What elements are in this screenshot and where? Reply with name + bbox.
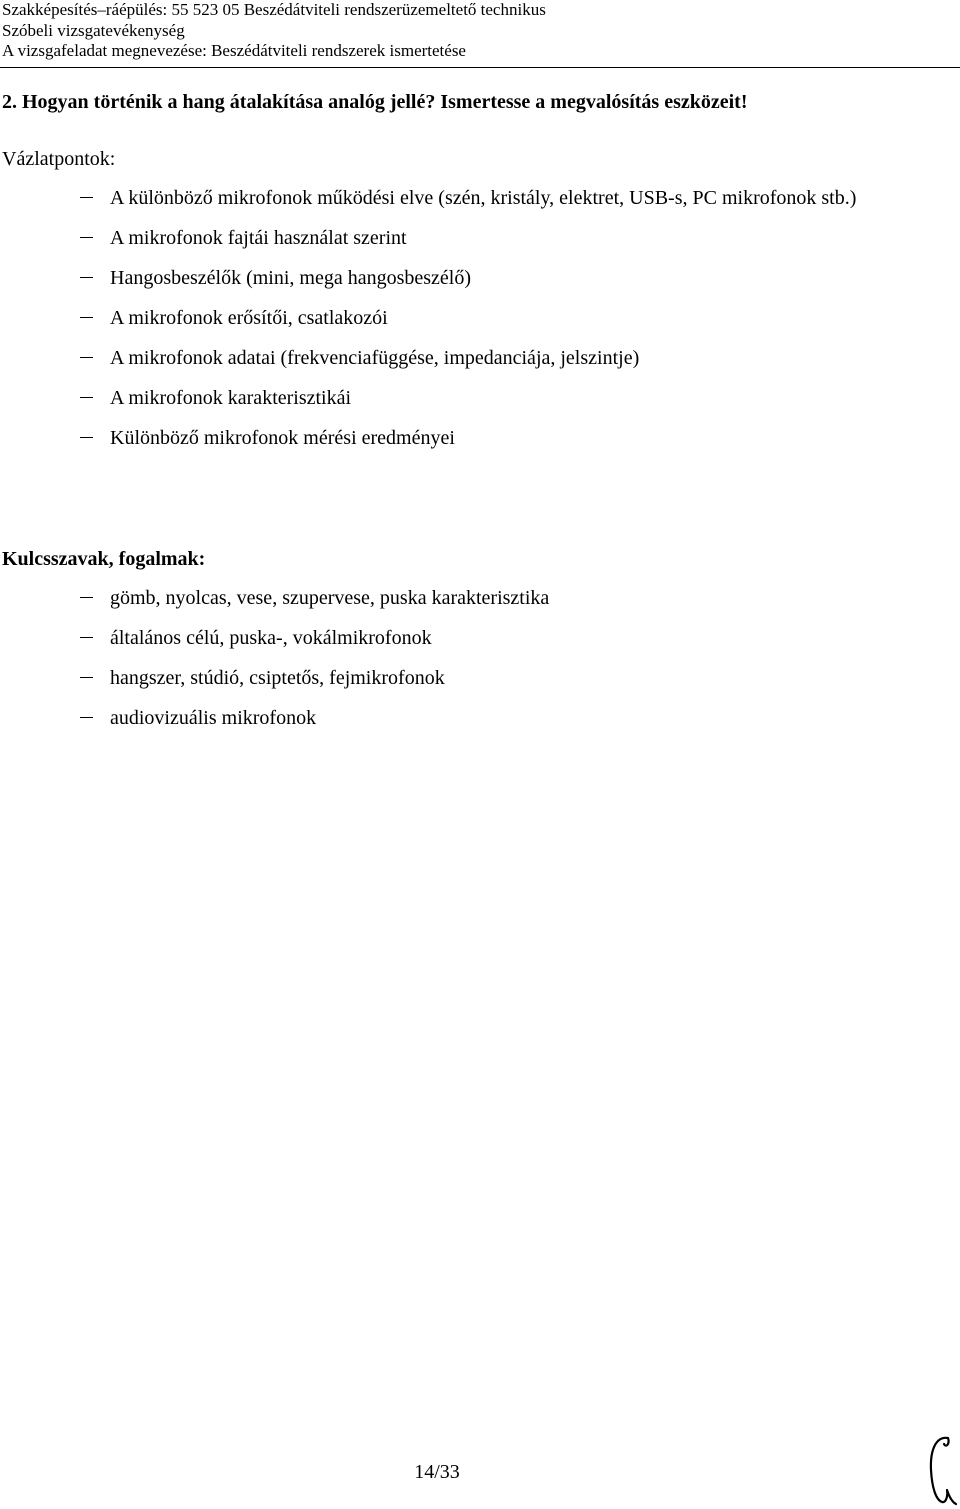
document-header xyxy=(2,0,942,62)
dash-bullet xyxy=(80,597,93,598)
outline-item: A különböző mikrofonok működési elve (szén, kristály, elektret, USB-s, PC mikrofonok stb.) xyxy=(0,178,900,218)
dash-bullet xyxy=(80,237,93,238)
dash-bullet xyxy=(80,677,93,678)
keyword-item: audiovizuális mikrofonok xyxy=(0,698,900,738)
dash-bullet xyxy=(80,277,93,278)
outline-item: A mikrofonok adatai (frekvenciafüggése, impedanciája, jelszintje) xyxy=(0,338,900,378)
outline-item: A mikrofonok erősítői, csatlakozói xyxy=(0,298,900,338)
question-title: 2. Hogyan történik a hang átalakítása analóg jellé? Ismertesse a megvalósítás eszközeit! xyxy=(2,91,748,113)
page-number: 14/33 xyxy=(414,1461,460,1483)
dash-bullet xyxy=(80,317,93,318)
outline-item: A mikrofonok karakterisztikái xyxy=(0,378,900,418)
outline-item: Különböző mikrofonok mérési eredményei xyxy=(0,418,900,458)
dash-bullet xyxy=(80,717,93,718)
dash-bullet xyxy=(80,197,93,198)
dash-bullet xyxy=(80,397,93,398)
outline-item: Hangosbeszélők (mini, mega hangosbeszélő) xyxy=(0,258,900,298)
keywords-list xyxy=(0,578,900,738)
outline-item: A mikrofonok fajtái használat szerint xyxy=(0,218,900,258)
header-activity: Szóbeli vizsgatevékenység xyxy=(2,20,185,40)
header-divider xyxy=(0,67,960,68)
keyword-item: gömb, nyolcas, vese, szupervese, puska karakterisztika xyxy=(0,578,900,618)
dash-bullet xyxy=(80,637,93,638)
keywords-label: Kulcsszavak, fogalmak: xyxy=(2,548,206,570)
dash-bullet xyxy=(80,357,93,358)
outline-list xyxy=(0,178,900,458)
keyword-item: hangszer, stúdió, csiptetős, fejmikrofonok xyxy=(0,658,900,698)
keyword-item: általános célú, puska-, vokálmikrofonok xyxy=(0,618,900,658)
header-qualification: Szakképesítés–ráépülés: 55 523 05 Beszédátviteli rendszerüzemeltető technikus xyxy=(2,0,546,19)
signature-mark xyxy=(922,1432,958,1506)
header-task-name: A vizsgafeladat megnevezése: Beszédátviteli rendszerek ismertetése xyxy=(2,41,466,60)
dash-bullet xyxy=(80,437,93,438)
outline-label: Vázlatpontok: xyxy=(2,148,116,170)
